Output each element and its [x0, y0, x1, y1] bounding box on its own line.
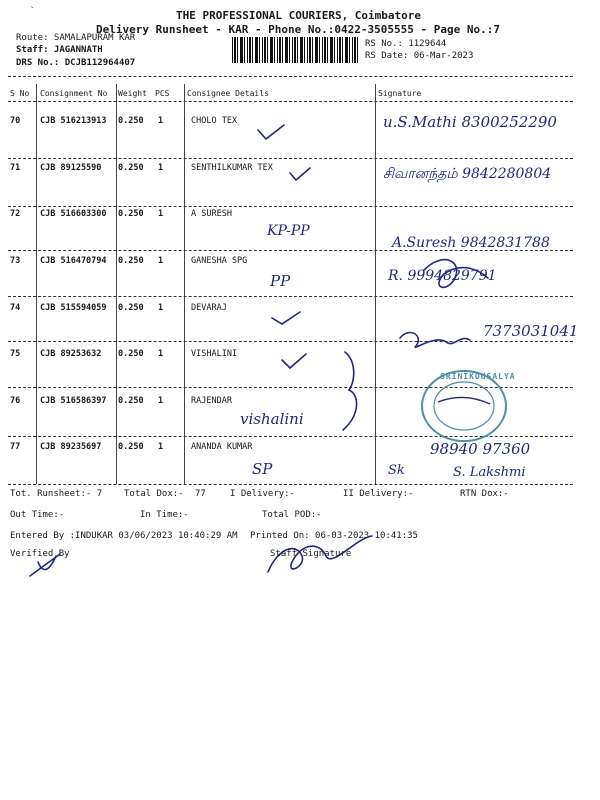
- handwritten-name: S. Lakshmi: [453, 465, 526, 480]
- row-consignment: CJB 89125590: [40, 163, 102, 173]
- total-dox-label: Total Dox:-: [124, 489, 184, 499]
- handwritten-note: PP: [270, 272, 291, 290]
- check-mark-icon: [290, 168, 310, 180]
- check-mark-icon: [258, 125, 284, 139]
- row-weight: 0.250: [118, 303, 144, 313]
- route-label: Route: SAMALAPURAM KAR: [16, 33, 136, 43]
- row-pcs: 1: [158, 442, 164, 452]
- printed-on: Printed On: 06-03-2023 10:41:35: [250, 531, 418, 541]
- out-time-label: Out Time:-: [10, 510, 65, 520]
- handwritten-signature: 98940 97360: [430, 440, 531, 458]
- handwritten-signature: 7373031041: [483, 322, 579, 340]
- entered-by: Entered By :INDUKAR 03/06/2023 10:40:29 AM: [10, 531, 238, 541]
- verified-by-label: Verified By: [10, 549, 70, 559]
- row-weight: 0.250: [118, 442, 144, 452]
- staff-signature-label: Staff Signature: [270, 549, 352, 559]
- row-consignee: GANESHA SPG: [191, 256, 248, 266]
- row-sno: 76: [10, 396, 21, 406]
- row-consignment: CJB 516603300: [40, 209, 107, 219]
- rs-number: RS No.: 1129644: [365, 39, 447, 49]
- check-mark-icon: [272, 312, 300, 324]
- corner-mark: `: [30, 6, 35, 15]
- check-mark-icon: [282, 354, 306, 368]
- row-pcs: 1: [158, 396, 164, 406]
- company-title: THE PROFESSIONAL COURIERS, Coimbatore: [176, 9, 422, 22]
- staff-label: Staff: JAGANNATH: [16, 45, 103, 55]
- row-sno: 73: [10, 256, 21, 266]
- col-header-sno: S No: [10, 89, 30, 98]
- i-delivery-label: I Delivery:-: [230, 489, 296, 499]
- row-consignment: CJB 515594059: [40, 303, 107, 313]
- row-consignment: CJB 89235697: [40, 442, 102, 452]
- row-consignee: CHOLO TEX: [191, 116, 238, 126]
- total-dox-value: 77: [195, 489, 206, 499]
- row-consignment: CJB 516213913: [40, 116, 107, 126]
- handwritten-note: SP: [252, 460, 273, 478]
- row-consignee: DEVARAJ: [191, 303, 227, 313]
- row-consignee: SENTHILKUMAR TEX: [191, 163, 273, 173]
- in-time-label: In Time:-: [140, 510, 189, 520]
- row-consignment: CJB 516586397: [40, 396, 107, 406]
- row-sno: 75: [10, 349, 21, 359]
- row-consignee: A SURESH: [191, 209, 232, 219]
- row-pcs: 1: [158, 116, 164, 126]
- row-consignment: CJB 89253632: [40, 349, 102, 359]
- col-header-weight: Weight: [118, 89, 147, 98]
- row-pcs: 1: [158, 209, 164, 219]
- ii-delivery-label: II Delivery:-: [343, 489, 414, 499]
- row-weight: 0.250: [118, 116, 144, 126]
- handwritten-signature: u.S.Mathi 8300252290: [383, 113, 557, 131]
- handwritten-signature: R. 9994829791: [388, 268, 497, 284]
- row-pcs: 1: [158, 349, 164, 359]
- handwritten-signature: சிவானந்தம் 9842280804: [383, 166, 552, 182]
- col-header-consignee: Consignee Details: [187, 89, 269, 98]
- handwritten-signature: A.Suresh 9842831788: [392, 235, 550, 251]
- row-consignee: ANANDA KUMAR: [191, 442, 253, 452]
- total-pod-label: Total POD:-: [262, 510, 322, 520]
- drs-number: DRS No.: DCJB112964407: [16, 58, 136, 68]
- rs-date: RS Date: 06-Mar-2023: [365, 51, 474, 61]
- row-consignment: CJB 516470794: [40, 256, 107, 266]
- row-consignee: VISHALINI: [191, 349, 238, 359]
- brace-mark-icon: [343, 352, 357, 430]
- handwritten-initials: Sk: [388, 463, 405, 478]
- handwritten-note: vishalini: [240, 410, 304, 428]
- row-sno: 74: [10, 303, 21, 313]
- total-runsheet: Tot. Runsheet:- 7: [10, 489, 103, 499]
- row-pcs: 1: [158, 303, 164, 313]
- row-weight: 0.250: [118, 256, 144, 266]
- row-consignee: RAJENDAR: [191, 396, 232, 406]
- row-pcs: 1: [158, 163, 164, 173]
- row-sno: 71: [10, 163, 21, 173]
- row-weight: 0.250: [118, 349, 144, 359]
- col-header-pcs: PCS: [155, 89, 170, 98]
- row-sno: 70: [10, 116, 21, 126]
- signature-scribble-icon: [400, 333, 470, 348]
- row-sno: 77: [10, 442, 21, 452]
- runsheet-title: Delivery Runsheet - KAR - Phone No.:0422-3505555 - Page No.:7: [96, 23, 500, 36]
- rtn-dox-label: RTN Dox:-: [460, 489, 509, 499]
- signature-scribble-icon: [424, 260, 488, 288]
- col-header-consignment: Consignment No: [40, 89, 108, 98]
- row-weight: 0.250: [118, 163, 144, 173]
- col-header-signature: Signature: [378, 89, 422, 98]
- stamp-text: SRINIKOUSALYA: [440, 372, 516, 381]
- handwritten-note: KP-PP: [267, 223, 310, 239]
- row-pcs: 1: [158, 256, 164, 266]
- row-weight: 0.250: [118, 396, 144, 406]
- row-weight: 0.250: [118, 209, 144, 219]
- row-sno: 72: [10, 209, 21, 219]
